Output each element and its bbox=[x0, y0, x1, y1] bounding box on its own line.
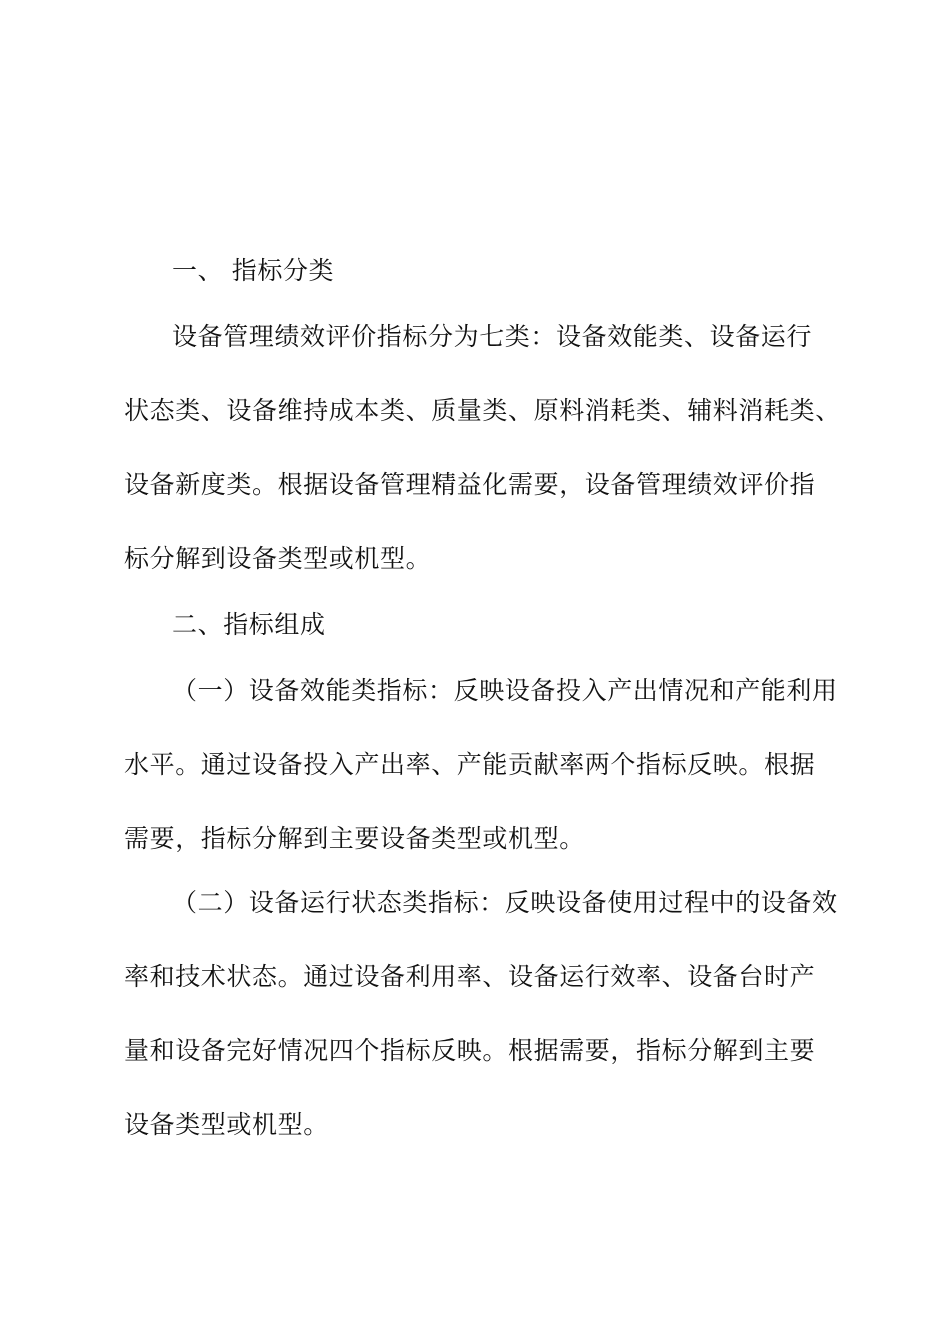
paragraph-line: 设备类型或机型。 bbox=[124, 1110, 329, 1139]
paragraph-line: 标分解到设备类型或机型。 bbox=[124, 544, 432, 573]
paragraph-line: 需要，指标分解到主要设备类型或机型。 bbox=[124, 824, 585, 853]
paragraph-line: （二）设备运行状态类指标：反映设备使用过程中的设备效 bbox=[172, 888, 838, 917]
paragraph-line: 状态类、设备维持成本类、质量类、原料消耗类、辅料消耗类、 bbox=[124, 396, 841, 425]
section-heading-classification: 一、 指标分类 bbox=[172, 256, 335, 285]
paragraph-line: （一）设备效能类指标：反映设备投入产出情况和产能利用 bbox=[172, 676, 838, 705]
paragraph-line: 设备新度类。根据设备管理精益化需要，设备管理绩效评价指 bbox=[124, 470, 816, 499]
paragraph-line: 量和设备完好情况四个指标反映。根据需要，指标分解到主要 bbox=[124, 1036, 816, 1065]
section-heading-composition: 二、指标组成 bbox=[172, 610, 326, 639]
paragraph-line: 设备管理绩效评价指标分为七类：设备效能类、设备运行 bbox=[172, 322, 813, 351]
paragraph-line: 水平。通过设备投入产出率、产能贡献率两个指标反映。根据 bbox=[124, 750, 816, 779]
paragraph-line: 率和技术状态。通过设备利用率、设备运行效率、设备台时产 bbox=[124, 962, 816, 991]
